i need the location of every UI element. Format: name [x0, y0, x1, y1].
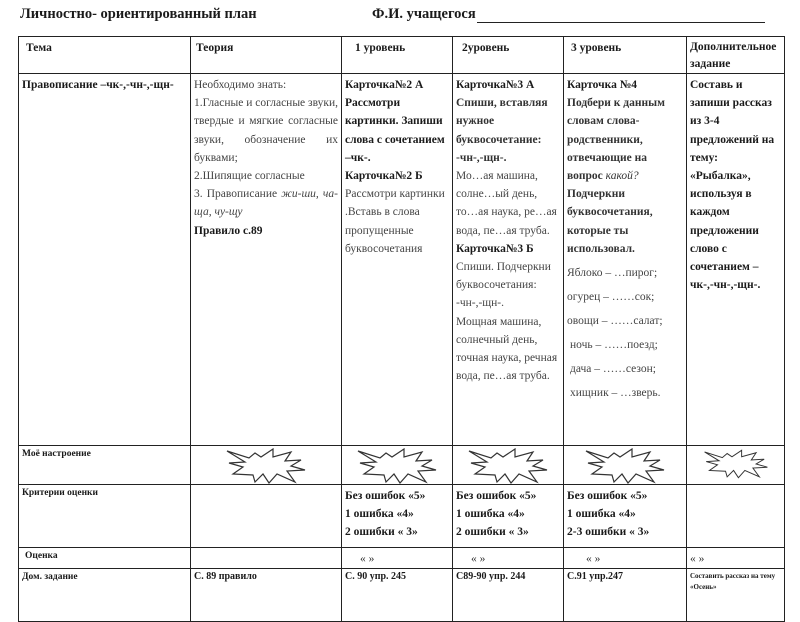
homework-cell-level3: С.91 упр.247	[564, 569, 687, 622]
plan-title: Личностно- ориентированный план	[20, 6, 257, 22]
mood-row	[19, 446, 785, 485]
card-3a-task: Спиши, вставляя нужное буквосочетание: -чн-,-щн-.	[456, 97, 548, 164]
card-3b-title: Карточка№3 Б	[456, 242, 534, 255]
criteria-cell-level3: Без ошибок «5» 1 ошибка «4» 2-3 ошибки « 3»	[564, 485, 687, 548]
theory-item-1: 1.Гласные и согласные звуки, твердые и мягкие согласные звуки, обозначение их буквами;	[194, 97, 338, 164]
card-4-word-list	[567, 261, 683, 405]
homework-cell-theory: С. 89 правило	[191, 569, 342, 622]
mood-label: Моё настроение	[19, 446, 191, 485]
mood-cell-level3[interactable]	[564, 446, 687, 485]
grade-cell-level1[interactable]: « »	[342, 548, 453, 569]
word-item: хищник – …зверь.	[570, 387, 661, 400]
document-header	[20, 4, 780, 26]
card-3b-words: Мощная машина, солнечный день, точная наука, речная вода, пе…ая труба.	[456, 315, 558, 383]
col-header-topic: Тема	[19, 37, 191, 74]
starburst-icon[interactable]	[467, 448, 549, 484]
card-2b-text: Рассмотри картинки .Вставь в слова пропущенные буквосочетания	[345, 188, 445, 255]
word-item: ночь – ……поезд;	[570, 339, 658, 352]
card-3b-task: Спиши. Подчеркни буквосочетания: -чн-,-щн-.	[456, 261, 551, 310]
col-header-extra: Дополнительное задание	[687, 37, 785, 74]
criteria-row	[19, 485, 785, 548]
grade-cell-level2[interactable]: « »	[453, 548, 564, 569]
starburst-icon[interactable]	[584, 448, 666, 484]
content-row	[19, 74, 785, 446]
mood-cell-extra[interactable]	[687, 446, 785, 485]
level2-cell	[453, 74, 564, 446]
col-header-theory: Теория	[191, 37, 342, 74]
col-header-level3: 3 уровень	[564, 37, 687, 74]
lesson-plan-table	[18, 36, 785, 622]
grade-cell-theory[interactable]	[191, 548, 342, 569]
homework-cell-level2: С89-90 упр. 244	[453, 569, 564, 622]
card-2a-text: Рассмотри картинки. Запиши слова с сочетанием –чк-.	[345, 97, 445, 164]
word-item: огурец – ……сок;	[567, 291, 655, 304]
theory-item-3: 3. Правописание жи-ши, ча-ща, чу-щу	[194, 188, 338, 219]
starburst-icon[interactable]	[703, 448, 769, 480]
theory-intro: Необходимо знать:	[194, 79, 287, 91]
grade-cell-level3[interactable]: « »	[564, 548, 687, 569]
col-header-level2: 2уровень	[453, 37, 564, 74]
word-item: Яблоко – …пирог;	[567, 267, 658, 280]
criteria-cell-level2: Без ошибок «5» 1 ошибка «4» 2 ошибки « 3»	[453, 485, 564, 548]
homework-cell-level1: С. 90 упр. 245	[342, 569, 453, 622]
extra-task-cell: Составь и запиши рассказ из 3-4 предложений на тему: «Рыбалка», используя в каждом предложении слово с сочетанием –чк-,-чн-,-щн-.	[687, 74, 785, 446]
mood-cell-theory[interactable]	[191, 446, 342, 485]
criteria-cell-level1: Без ошибок «5» 1 ошибка «4» 2 ошибки « 3»	[342, 485, 453, 548]
word-item: овощи – ……салат;	[567, 315, 663, 328]
homework-row	[19, 569, 785, 622]
mood-cell-level2[interactable]	[453, 446, 564, 485]
grade-row	[19, 548, 785, 569]
header-row	[19, 37, 785, 74]
theory-item-2: 2.Шипящие согласные	[194, 170, 305, 183]
starburst-icon[interactable]	[225, 448, 307, 484]
topic-cell: Правописание –чк-,-чн-,-щн-	[19, 74, 191, 446]
homework-cell-extra: Составить рассказ на тему «Осень»	[687, 569, 785, 622]
word-item: дача – ……сезон;	[570, 363, 656, 376]
criteria-cell-theory	[191, 485, 342, 548]
col-header-level1: 1 уровень	[342, 37, 453, 74]
card-4-title: Карточка №4	[567, 79, 637, 91]
theory-rule: Правило с.89	[194, 224, 263, 237]
homework-label: Дом. задание	[19, 569, 191, 622]
card-4-task: Подбери к данным словам слова-родственники, отвечающие на вопрос какой? Подчеркни буквосочетания, которые ты использовал.	[567, 97, 665, 255]
level1-cell	[342, 74, 453, 446]
level3-cell	[564, 74, 687, 446]
card-3a-title: Карточка№3 А	[456, 79, 535, 91]
criteria-label: Критерии оценки	[19, 485, 191, 548]
theory-cell	[191, 74, 342, 446]
criteria-cell-extra	[687, 485, 785, 548]
grade-label: Оценка	[19, 548, 191, 569]
card-2b-title: Карточка№2 Б	[345, 170, 423, 183]
mood-cell-level1[interactable]	[342, 446, 453, 485]
card-2a-title: Карточка№2 А	[345, 79, 424, 91]
student-name-underline[interactable]	[477, 7, 765, 23]
student-label: Ф.И. учащегося	[372, 6, 476, 22]
card-3a-words: Мо…ая машина, солне…ый день, то…ая наука, ре…ая вода, пе…ая труба.	[456, 170, 557, 237]
grade-cell-extra[interactable]: « »	[687, 548, 785, 569]
student-name-field[interactable]	[372, 6, 765, 23]
starburst-icon[interactable]	[356, 448, 438, 484]
